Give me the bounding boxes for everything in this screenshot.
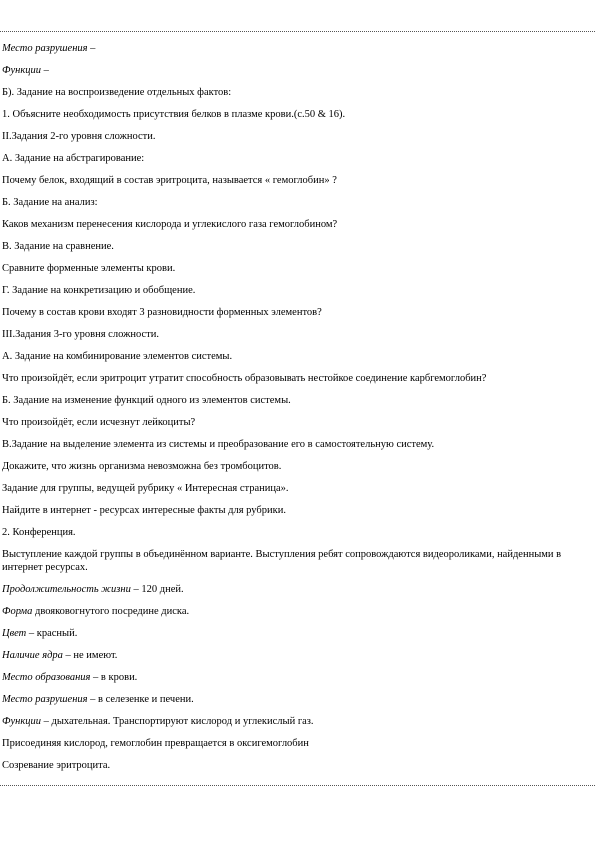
text-line: Каков механизм перенесения кислорода и углекислого газа гемоглобином? bbox=[2, 219, 338, 230]
section-heading: 2. Конференция. bbox=[2, 527, 76, 538]
field-value: – красный. bbox=[26, 628, 78, 639]
text-line: В.Задание на выделение элемента из системы и преобразование его в самостоятельную систему. bbox=[2, 439, 435, 450]
field-value: – 120 дней. bbox=[130, 584, 184, 595]
text-line bbox=[2, 64, 595, 77]
field-value: – не имеют. bbox=[62, 650, 118, 661]
text-line: В. Задание на сравнение. bbox=[2, 241, 114, 252]
text-line: А. Задание на абстрагирование: bbox=[2, 153, 145, 164]
field-value: – в селезенке и печени. bbox=[87, 694, 194, 705]
text-line: А. Задание на комбинирование элементов системы. bbox=[2, 351, 233, 362]
text-line bbox=[2, 42, 595, 55]
text-line: Что произойдёт, если исчезнут лейкоциты? bbox=[2, 417, 196, 428]
text-line: Созревание эритроцита. bbox=[2, 760, 111, 771]
field-label: Функции bbox=[2, 716, 41, 727]
document-body bbox=[2, 42, 595, 781]
text-line bbox=[2, 627, 595, 640]
text-line: Б. Задание на изменение функций одного из элементов системы. bbox=[2, 395, 291, 406]
text-line bbox=[2, 671, 595, 684]
text-line: Б). Задание на воспроизведение отдельных фактов: bbox=[2, 87, 232, 98]
field-value: – в крови. bbox=[90, 672, 138, 683]
text-line: Почему белок, входящий в состав эритроцита, называется « гемоглобин» ? bbox=[2, 175, 337, 186]
field-value: – дыхательная. Транспортируют кислород и углекислый газ. bbox=[40, 716, 314, 727]
text-line: Что произойдёт, если эритроцит утратит способность образовывать нестойкое соединение карбгемоглобин? bbox=[2, 373, 487, 384]
text-line: Докажите, что жизнь организма невозможна без тромбоцитов. bbox=[2, 461, 282, 472]
text-line: Найдите в интернет - ресурсах интересные факты для рубрики. bbox=[2, 505, 286, 516]
text-line: Присоединяя кислород, гемоглобин превращается в оксигемоглобин bbox=[2, 738, 309, 749]
field-value: – bbox=[40, 65, 49, 76]
text-line bbox=[2, 583, 595, 596]
paragraph: Выступление каждой группы в объединённом варианте. Выступления ребят сопровождаются видеороликами, найденными в интернет ресурсах. bbox=[2, 549, 562, 573]
text-line bbox=[2, 693, 595, 706]
text-line: Задание для группы, ведущей рубрику « Интересная страница». bbox=[2, 483, 289, 494]
text-line: Сравните форменные элементы крови. bbox=[2, 263, 176, 274]
section-heading: ӀӀ.Задания 2-го уровня сложности. bbox=[2, 131, 156, 142]
field-label: Наличие ядра bbox=[2, 650, 63, 661]
text-line: 1. Объясните необходимость присутствия белков в плазме крови.(с.50 & 16). bbox=[2, 109, 346, 120]
field-label: Место образования bbox=[2, 672, 91, 683]
text-line: Г. Задание на конкретизацию и обобщение. bbox=[2, 285, 196, 296]
text-line bbox=[2, 715, 595, 728]
field-label: Продолжительность жизни bbox=[2, 584, 131, 595]
text-line: Почему в состав крови входят 3 разновидности форменных элементов? bbox=[2, 307, 322, 318]
bottom-divider bbox=[0, 785, 595, 786]
text-line bbox=[2, 605, 595, 618]
field-value: двояковогнутого посредине диска. bbox=[32, 606, 190, 617]
text-line bbox=[2, 649, 595, 662]
field-label: Цвет bbox=[2, 628, 27, 639]
field-label: Место разрушения bbox=[2, 43, 88, 54]
field-value: – bbox=[87, 43, 96, 54]
field-label: Функции bbox=[2, 65, 41, 76]
top-divider bbox=[0, 31, 595, 32]
text-line: Б. Задание на анализ: bbox=[2, 197, 98, 208]
field-label: Место разрушения bbox=[2, 694, 88, 705]
field-label: Форма bbox=[2, 606, 33, 617]
section-heading: ӀӀӀ.Задания 3-го уровня сложности. bbox=[2, 329, 159, 340]
